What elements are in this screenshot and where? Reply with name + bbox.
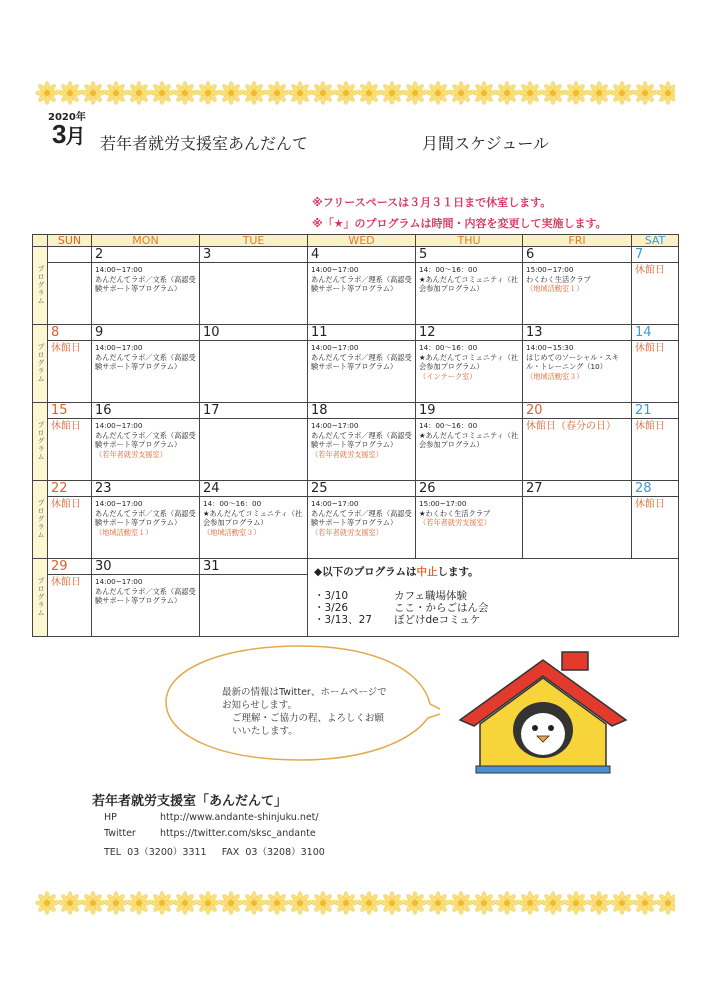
flower-icon <box>59 82 82 105</box>
flower-icon <box>128 82 151 105</box>
program-cell <box>308 419 416 481</box>
program-name: あんだんてラボ／理系（高認受験サポート等プログラム） <box>311 430 412 449</box>
cancelled-item-name: ここ・からごはん会 <box>394 602 489 614</box>
date-cell: 9 <box>92 325 200 341</box>
twitter-link[interactable]: https://twitter.com/sksc_andante <box>160 828 316 839</box>
date-cell: 4 <box>308 247 416 263</box>
flower-icon <box>611 892 634 915</box>
date-cell: 24 <box>200 481 308 497</box>
date-cell: 22 <box>48 481 92 497</box>
program-location: （地域活動室３） <box>203 527 261 537</box>
program-location: （地域活動室１） <box>95 527 153 537</box>
flower-icon <box>450 892 473 915</box>
flower-icon <box>565 892 588 915</box>
program-time: 15:00~17:00 <box>526 265 574 274</box>
header-sat: SAT <box>632 235 679 247</box>
program-side-text: プログラム <box>37 343 45 383</box>
fax-label: FAX <box>221 847 240 858</box>
bottom-flower-border <box>35 890 675 916</box>
program-time: 14：00～16：00 <box>419 265 478 274</box>
program-time: 14:00~17:00 <box>95 499 143 508</box>
closed-label: 休館日 <box>635 421 665 432</box>
date-cell: 5 <box>416 247 523 263</box>
program-side-text: プログラム <box>37 577 45 617</box>
program-cell <box>200 497 308 559</box>
flower-icon <box>312 82 335 105</box>
date-cell: 21 <box>632 403 679 419</box>
date-cell: 26 <box>416 481 523 497</box>
program-time: 14:00~17:00 <box>311 421 359 430</box>
date-cell: 14 <box>632 325 679 341</box>
program-location: （地域活動室３） <box>526 371 584 381</box>
flower-icon <box>243 892 266 915</box>
date-row <box>33 403 679 419</box>
program-cell <box>48 263 92 325</box>
calendar-table <box>32 234 679 637</box>
flower-icon <box>496 892 519 915</box>
program-cell <box>416 341 523 403</box>
program-name: あんだんてラボ／文系（高認受験サポート等プログラム） <box>95 586 196 605</box>
program-cell <box>416 419 523 481</box>
program-side-label <box>33 247 48 325</box>
flower-icon <box>657 82 676 105</box>
program-cell <box>632 419 679 481</box>
program-cell <box>92 419 200 481</box>
cancelled-item-name: カフェ職場体験 <box>394 590 467 602</box>
flower-icon <box>128 892 151 915</box>
cancelled-programs-box <box>308 559 679 637</box>
date-cell: 15 <box>48 403 92 419</box>
date-cell: 12 <box>416 325 523 341</box>
flower-icon <box>634 892 657 915</box>
program-name: はじめてのソーシャル・スキル・トレーニング（10） <box>526 352 620 371</box>
program-side-text: プログラム <box>37 265 45 305</box>
flower-icon <box>657 892 676 915</box>
flower-icon <box>36 82 59 105</box>
cancelled-item-date: ・3/13、27 <box>314 614 372 626</box>
program-time: 14：00～16：00 <box>419 343 478 352</box>
program-name: あんだんてラボ／文系（高認受験サポート等プログラム） <box>95 430 196 449</box>
program-cell <box>523 263 632 325</box>
program-time: 14:00~17:00 <box>95 577 143 586</box>
date-cell: 31 <box>200 559 308 575</box>
flower-icon <box>36 892 59 915</box>
program-cell <box>48 419 92 481</box>
program-row <box>33 419 679 481</box>
program-location: （若年者就労支援室） <box>419 518 491 527</box>
program-name: ★あんだんてコミュニティ（社会参加プログラム） <box>203 508 303 527</box>
month-label: 3月 <box>52 119 85 149</box>
date-cell: 11 <box>308 325 416 341</box>
flower-icon <box>243 82 266 105</box>
program-side-label <box>33 481 48 559</box>
date-cell <box>48 247 92 263</box>
program-row <box>33 497 679 559</box>
flower-icon <box>427 892 450 915</box>
cancelled-item-date: ・3/26 <box>314 602 349 614</box>
program-location: （地域活動室１） <box>526 284 584 293</box>
program-name: あんだんてラボ／文系（高認受験サポート等プログラム） <box>95 274 196 293</box>
header-wed: WED <box>308 235 416 247</box>
flower-icon <box>542 82 565 105</box>
cancelled-item-date: ・3/10 <box>314 590 349 602</box>
flower-icon <box>358 892 381 915</box>
flower-icon <box>266 82 289 105</box>
closed-label: 休館日 <box>51 577 81 588</box>
contact-hp <box>104 812 319 823</box>
cancelled-item-name: ぼどけdeコミュケ <box>394 614 481 626</box>
program-location: （若年者就労支援室） <box>311 449 383 459</box>
flower-icon <box>588 892 611 915</box>
date-row <box>33 247 679 263</box>
program-side-label <box>33 403 48 481</box>
cancelled-title-part: ◆以下のプログラムは <box>314 566 417 578</box>
program-time: 14:00~17:00 <box>95 343 143 352</box>
program-name: あんだんてラボ／文系（高認受験サポート等プログラム） <box>95 508 196 527</box>
header-fri: FRI <box>523 235 632 247</box>
cancelled-title <box>314 565 674 580</box>
flower-icon <box>496 82 519 105</box>
flower-icon <box>289 892 312 915</box>
date-cell: 23 <box>92 481 200 497</box>
bubble-message <box>222 686 392 738</box>
calendar-body <box>33 247 679 637</box>
program-cell <box>632 263 679 325</box>
date-cell: 16 <box>92 403 200 419</box>
date-cell: 29 <box>48 559 92 575</box>
organization-name: 若年者就労支援室「あんだんて」 <box>92 794 288 809</box>
program-cell <box>308 341 416 403</box>
program-name: あんだんてラボ／文系（高認受験サポート等プログラム） <box>95 352 196 371</box>
contact-phone <box>104 844 325 858</box>
program-side-label <box>33 325 48 403</box>
flower-icon <box>220 892 243 915</box>
tel-label: TEL <box>104 847 122 858</box>
program-name: あんだんてラボ／理系（高認受験サポート等プログラム） <box>311 274 412 293</box>
flower-icon <box>312 892 335 915</box>
program-name: ★あんだんてコミュニティ（社会参加プログラム） <box>419 352 519 371</box>
date-cell: 2 <box>92 247 200 263</box>
bubble-line-2: ご理解・ご協力の程、よろしくお願いいたします。 <box>232 713 385 737</box>
program-name: ★わくわく生活クラブ <box>419 508 491 518</box>
program-time: 14:00~17:00 <box>311 499 359 508</box>
date-cell: 27 <box>523 481 632 497</box>
page-subtitle: 月間スケジュール <box>422 134 550 153</box>
program-time: 14：00～16：00 <box>419 421 478 430</box>
closed-label: 休館日 <box>51 343 81 354</box>
flower-icon <box>289 82 312 105</box>
flower-icon <box>335 892 358 915</box>
flower-icon <box>105 892 128 915</box>
contact-twitter <box>104 828 316 839</box>
cancelled-item <box>314 590 674 602</box>
date-row <box>33 481 679 497</box>
header-thu: THU <box>416 235 523 247</box>
program-cell <box>48 575 92 637</box>
flower-icon <box>519 82 542 105</box>
flower-icon <box>59 892 82 915</box>
year-label: 2020年 <box>48 112 86 123</box>
date-cell: 20 <box>523 403 632 419</box>
flower-icon <box>335 82 358 105</box>
flower-icon <box>151 892 174 915</box>
program-cell <box>92 575 200 637</box>
top-flower-border <box>35 80 675 106</box>
header-corner <box>33 235 48 247</box>
flower-icon <box>473 82 496 105</box>
program-cell <box>92 263 200 325</box>
weekday-header-row <box>33 235 679 247</box>
closed-label: 休館日 <box>635 499 665 510</box>
closed-label: 休館日 <box>635 265 665 276</box>
cancelled-title-part: 中止 <box>416 566 438 578</box>
flower-icon <box>220 82 243 105</box>
date-row <box>33 559 679 575</box>
program-cell <box>48 497 92 559</box>
header-tue: TUE <box>200 235 308 247</box>
date-row <box>33 325 679 341</box>
program-time: 14:00~17:00 <box>95 421 143 430</box>
bubble-line-1: 最新の情報はTwitter、ホームページでお知らせします。 <box>222 687 387 711</box>
program-side-text: プログラム <box>37 421 45 461</box>
flower-icon <box>174 82 197 105</box>
program-cell <box>632 497 679 559</box>
program-cell <box>48 341 92 403</box>
date-cell: 3 <box>200 247 308 263</box>
flower-icon <box>473 892 496 915</box>
cancelled-title-part: します。 <box>437 566 479 578</box>
program-row <box>33 341 679 403</box>
program-name: ★あんだんてコミュニティ（社会参加プログラム） <box>419 430 519 449</box>
header-sun: SUN <box>48 235 92 247</box>
program-cell <box>416 497 523 559</box>
flower-icon <box>634 82 657 105</box>
flower-icon <box>82 892 105 915</box>
flower-icon <box>404 82 427 105</box>
flower-icon <box>82 82 105 105</box>
hp-label: HP <box>104 812 117 823</box>
program-location: （インテーク室） <box>419 371 477 381</box>
date-cell: 18 <box>308 403 416 419</box>
closed-label: 休館日 <box>51 499 81 510</box>
program-cell <box>200 575 308 637</box>
flower-icon <box>358 82 381 105</box>
twitter-label: Twitter <box>104 828 136 839</box>
flower-icon <box>611 82 634 105</box>
date-cell: 28 <box>632 481 679 497</box>
program-time: 14:00~17:00 <box>311 343 359 352</box>
flower-icon <box>197 82 220 105</box>
program-cell <box>200 341 308 403</box>
program-cell <box>92 341 200 403</box>
date-cell: 8 <box>48 325 92 341</box>
program-name: わくわく生活クラブ <box>526 274 591 284</box>
page-title: 若年者就労支援室あんだんて <box>100 134 309 153</box>
program-cell <box>632 341 679 403</box>
program-cell <box>523 497 632 559</box>
flower-icon <box>105 82 128 105</box>
program-cell <box>92 497 200 559</box>
flower-icon <box>174 892 197 915</box>
flower-icon <box>588 82 611 105</box>
program-side-label <box>33 559 48 637</box>
program-time: 14:00~17:00 <box>311 265 359 274</box>
date-cell: 13 <box>523 325 632 341</box>
program-row <box>33 263 679 325</box>
fax-value: 03（3208）3100 <box>245 847 325 858</box>
program-name: ★あんだんてコミュニティ（社会参加プログラム） <box>419 274 519 293</box>
program-name: あんだんてラボ／理系（高認受験サポート等プログラム） <box>311 508 412 527</box>
program-time: 14:00~15:30 <box>526 343 574 352</box>
program-cell <box>308 497 416 559</box>
program-time: 14:00~17:00 <box>95 265 143 274</box>
closed-label: 休館日（春分の日） <box>526 421 616 432</box>
date-cell: 25 <box>308 481 416 497</box>
flower-icon <box>519 892 542 915</box>
flower-icon <box>381 892 404 915</box>
notice-star-programs: ※「★」のプログラムは時間・内容を変更して実施します。 <box>312 217 607 230</box>
closed-label: 休館日 <box>635 343 665 354</box>
program-side-text: プログラム <box>37 499 45 539</box>
program-cell <box>308 263 416 325</box>
penguin-house-illustration <box>458 650 628 775</box>
flower-icon <box>151 82 174 105</box>
hp-link[interactable]: http://www.andante-shinjuku.net/ <box>160 812 319 823</box>
program-cell <box>416 263 523 325</box>
program-location: （若年者就労支援室） <box>311 527 383 537</box>
program-time: 14：00～16：00 <box>203 499 262 508</box>
program-cell <box>200 419 308 481</box>
program-cell <box>523 419 632 481</box>
closed-label: 休館日 <box>51 421 81 432</box>
flower-icon <box>427 82 450 105</box>
flower-icon <box>542 892 565 915</box>
flower-icon <box>197 892 220 915</box>
notice-free-space: ※フリースペースは３月３１日まで休室します。 <box>312 196 552 209</box>
flower-icon <box>450 82 473 105</box>
date-cell: 10 <box>200 325 308 341</box>
date-cell: 6 <box>523 247 632 263</box>
flower-icon <box>404 892 427 915</box>
cancelled-item <box>314 602 674 614</box>
program-location: （若年者就労支援室） <box>95 449 167 459</box>
flower-icon <box>381 82 404 105</box>
program-name: あんだんてラボ／理系（高認受験サポート等プログラム） <box>311 352 412 371</box>
program-cell <box>200 263 308 325</box>
header-mon: MON <box>92 235 200 247</box>
flower-icon <box>565 82 588 105</box>
date-cell: 17 <box>200 403 308 419</box>
tel-value: 03（3200）3311 <box>127 847 207 858</box>
program-cell <box>523 341 632 403</box>
date-cell: 7 <box>632 247 679 263</box>
flower-icon <box>266 892 289 915</box>
date-cell: 19 <box>416 403 523 419</box>
date-cell: 30 <box>92 559 200 575</box>
program-time: 15:00~17:00 <box>419 499 467 508</box>
cancelled-item <box>314 614 674 626</box>
